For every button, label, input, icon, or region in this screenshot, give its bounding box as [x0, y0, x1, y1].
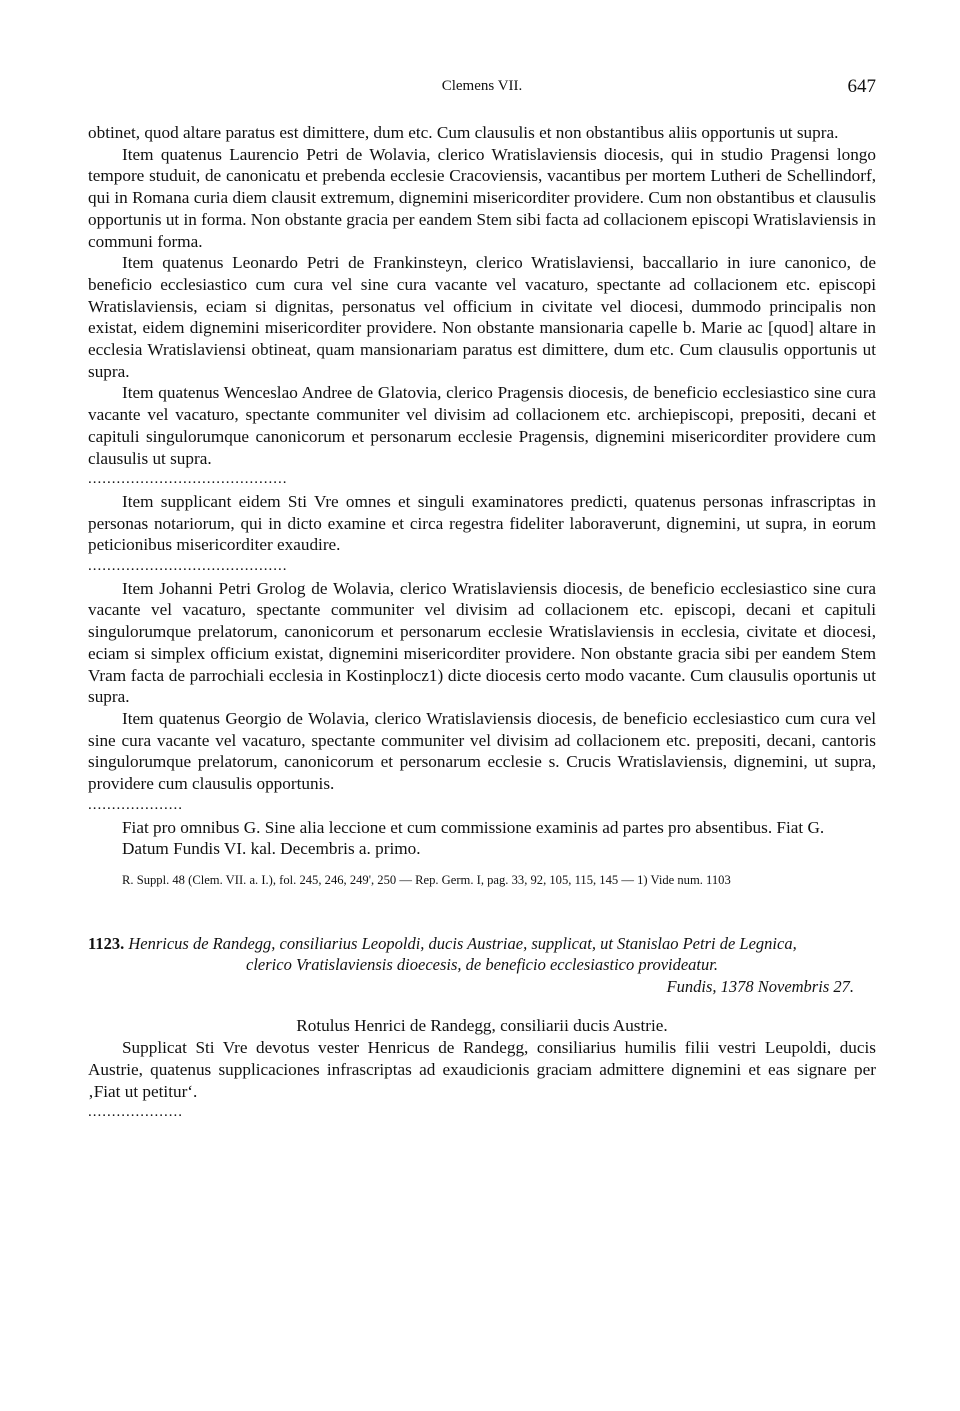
- paragraph-supplicat: Supplicat Sti Vre devotus vester Henricus de Randegg, consiliarius humilis filii vestri Leupoldi, ducis Austrie, quatenus supplicaciones infrascriptas ad exaudicionis graciam admittere dignemini et eas signare per ‚Fiat ut petitur‘.: [88, 1038, 876, 1101]
- paragraph-datum: Datum Fundis VI. kal. Decembris a. primo.: [122, 839, 421, 859]
- paragraph-wenceslao: Item quatenus Wenceslao Andree de Glatovia, clerico Pragensis diocesis, de beneficio ecclesiastico sine cura vacante vel vacaturo, spectante communiter vel divisim ad collacionem etc. archiepiscopi, prepositi, decani et capituli singulorumque canonicorum et personarum ecclesie Pragensis, dignemini misericorditer providere cum clausulis ut supra.: [88, 383, 876, 468]
- omission-dots: ....................: [88, 796, 183, 813]
- entry-summary-line2: clerico Vratislaviensis dioecesis, de beneficio ecclesiastico provideatur.: [246, 955, 718, 975]
- paragraph-examinatores: Item supplicant eidem Sti Vre omnes et singuli examinatores predicti, quatenus personas infrascriptas in personas notariorum, qui in dicto examine et circa regestra fideliter laboraverunt, dignemini, ut supra, in eorum peticionibus misericorditer exaudire.: [88, 491, 876, 555]
- footnote-text: R. Suppl. 48 (Clem. VII. a. I.), fol. 245, 246, 249', 250 — Rep. Germ. I, pag. 33, 92, 105, 115, 145 — 1) Vide num. 1103: [122, 872, 731, 887]
- page-body: [88, 122, 876, 1124]
- page-header: [88, 74, 876, 100]
- running-head: Clemens VII.: [441, 78, 523, 94]
- paragraph-johanni: Item Johanni Petri Grolog de Wolavia, clerico Wratislaviensis diocesis, de beneficio ecclesiastico sine cura vacante vel vacaturo, spectante communiter vel divisim ad collacionem etc. episcopi, decani et capituli singulorumque prelatorum, canonicorum et personarum ecclesie Wratislaviensis in ecclesia, civitate et diocesi, eciam si simplex officium existat, dignemini misericorditer providere. Non obstante gracia sibi per eandem Stem Vram facta de parrochiali ecclesia in Kostinplocz1) dicte diocesis certo modo vacante. Cum clausulis oportunis ut supra.: [88, 578, 876, 707]
- omission-dots: ..........................................: [88, 471, 288, 488]
- rotulus-title: Rotulus Henrici de Randegg, consiliarii ducis Austrie.: [296, 1016, 668, 1036]
- paragraph-continuation: obtinet, quod altare paratus est dimittere, dum etc. Cum clausulis et non obstantibus aliis opportunis ut supra.: [88, 123, 839, 142]
- omission-dots: ..........................................: [88, 558, 288, 575]
- paragraph-fiat: Fiat pro omnibus G. Sine alia leccione et cum commissione examinis ad partes pro absentibus. Fiat G.: [122, 817, 825, 837]
- entry-number: 1123.: [88, 933, 125, 953]
- paragraph-laurencio: Item quatenus Laurencio Petri de Wolavia, clerico Wratislaviensis diocesis, qui in studio Pragensi longo tempore studuit, de canonicatu et prebenda ecclesie Cracoviensis, vacantibus per mortem Lutheri de Schellindorf, qui in Romana curia diem clausit extremum, dignemini misericorditer providere. Cum non obstantibus et clausulis opportunis ut in forma. Non obstante gracia per eandem Stem sibi facta ad collacionem episcopi Wratislaviensis in communi forma.: [88, 144, 876, 251]
- entry-summary-line1: Henricus de Randegg, consiliarius Leopoldi, ducis Austriae, supplicat, ut Stanislao Petri de Legnica,: [128, 933, 797, 953]
- paragraph-georgio: Item quatenus Georgio de Wolavia, clerico Wratislaviensis diocesis, de beneficio ecclesiastico cum cura vel sine cura vacante vel vacaturo, spectante communiter vel divisim ad collacionem etc. prepositi, decani, cantoris singulorumque prelatorum, canonicorum et personarum ecclesie s. Crucis Wratislaviensis, dignemini, ut supra, providere cum clausulis opportunis.: [88, 708, 876, 794]
- paragraph-leonardo: Item quatenus Leonardo Petri de Frankinsteyn, clerico Wratislaviensi, baccallario in iure canonico, de beneficio ecclesiastico cum cura vel sine cura vacante vel vacaturo, spectante ad collacionem etc. episcopi Wratislaviensis, eciam si dignitas, personatus vel officium in civitate vel diocesi, dummodo principalis non existat, eidem dignemini misericorditer providere. Non obstante mansionaria capelle b. Marie ac [quod] altare in ecclesia Wratislaviensi obtineat, quam mansionariam paratus est dimittere, dum etc. Cum clausulis opportunis ut supra.: [88, 253, 876, 381]
- footnote: [88, 870, 876, 891]
- page-number: 647: [847, 76, 876, 97]
- entry-dateline: Fundis, 1378 Novembris 27.: [666, 976, 854, 996]
- entry-heading: [88, 933, 876, 955]
- omission-dots: ....................: [88, 1104, 183, 1121]
